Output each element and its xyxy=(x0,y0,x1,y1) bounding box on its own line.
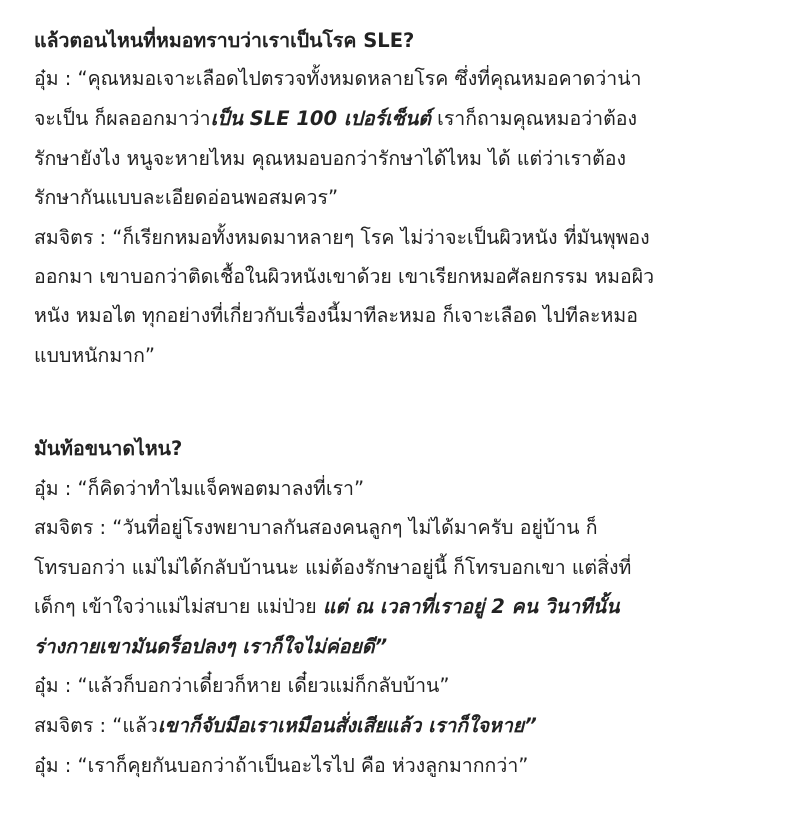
section-heading: แล้วตอนไหนที่หมอทราบว่าเราเป็นโรค SLE? xyxy=(34,29,415,52)
paragraph-line: สมจิตร : “ก็เรียกหมอทั้งหมดมาหลายๆ โรค ไม่ว่าจะเป็นผิวหนัง ที่มันพุพอง xyxy=(34,226,650,249)
paragraph-line: รักษากันแบบละเอียดอ่อนพอสมควร” xyxy=(34,186,339,209)
section-heading: มันท้อขนาดไหน? xyxy=(34,437,183,460)
paragraph-line: โทรบอกว่า แม่ไม่ได้กลับบ้านนะ แม่ต้องรักษาอยู่นี้ ก็โทรบอกเขา แต่สิ่งที่ xyxy=(34,556,632,579)
paragraph-line: อุ๋ม : “แล้วก็บอกว่าเดี๋ยวก็หาย เดี๋ยวแม่ก็กลับบ้าน” xyxy=(34,674,450,697)
text-span: จะเป็น ก็ผลออกมาว่า xyxy=(34,107,211,130)
paragraph-line: แบบหนักมาก” xyxy=(34,344,156,367)
text-span: สมจิตร : “แล้ว xyxy=(34,714,158,737)
paragraph-line: รักษายังไง หนูจะหายไหม คุณหมอบอกว่ารักษาได้ไหม ได้ แต่ว่าเราต้อง xyxy=(34,147,626,170)
text-span: เด็กๆ เข้าใจว่าแม่ไม่สบาย แม่ป่วย xyxy=(34,595,323,618)
paragraph-line: สมจิตร : “วันที่อยู่โรงพยาบาลกันสองคนลูกๆ ไม่ได้มาครับ อยู่บ้าน ก็ xyxy=(34,516,598,539)
paragraph-line: ออกมา เขาบอกว่าติดเชื้อในผิวหนังเขาด้วย เขาเรียกหมอศัลยกรรม หมอผิว xyxy=(34,265,655,288)
emphasis-text: แต่ ณ เวลาที่เราอยู่ 2 คน วินาทีนั้น xyxy=(322,595,620,618)
paragraph-line: อุ๋ม : “เราก็คุยกันบอกว่าถ้าเป็นอะไรไป คือ ห่วงลูกมากกว่า” xyxy=(34,754,529,777)
emphasis-text: เป็น SLE 100 เปอร์เซ็นต์ xyxy=(210,107,431,130)
paragraph-line xyxy=(34,595,776,619)
emphasis-line: ร่างกายเขามันดร็อปลงๆ เราก็ใจไม่ค่อยดี” xyxy=(34,635,388,658)
paragraph-line: อุ๋ม : “ก็คิดว่าทำไมแจ็คพอตมาลงที่เรา” xyxy=(34,477,365,500)
paragraph-line: อุ๋ม : “คุณหมอเจาะเลือดไปตรวจทั้งหมดหลายโรค ซึ่งที่คุณหมอคาดว่าน่า xyxy=(34,67,642,90)
paragraph-line xyxy=(34,714,776,738)
paragraph-line: หนัง หมอไต ทุกอย่างที่เกี่ยวกับเรื่องนี้มาทีละหมอ ก็เจาะเลือด ไปทีละหมอ xyxy=(34,304,638,327)
text-span: เราก็ถามคุณหมอว่าต้อง xyxy=(430,107,638,130)
paragraph-line xyxy=(34,107,776,131)
emphasis-text: เขาก็จับมือเราเหมือนสั่งเสียแล้ว เราก็ใจหาย” xyxy=(157,714,537,737)
